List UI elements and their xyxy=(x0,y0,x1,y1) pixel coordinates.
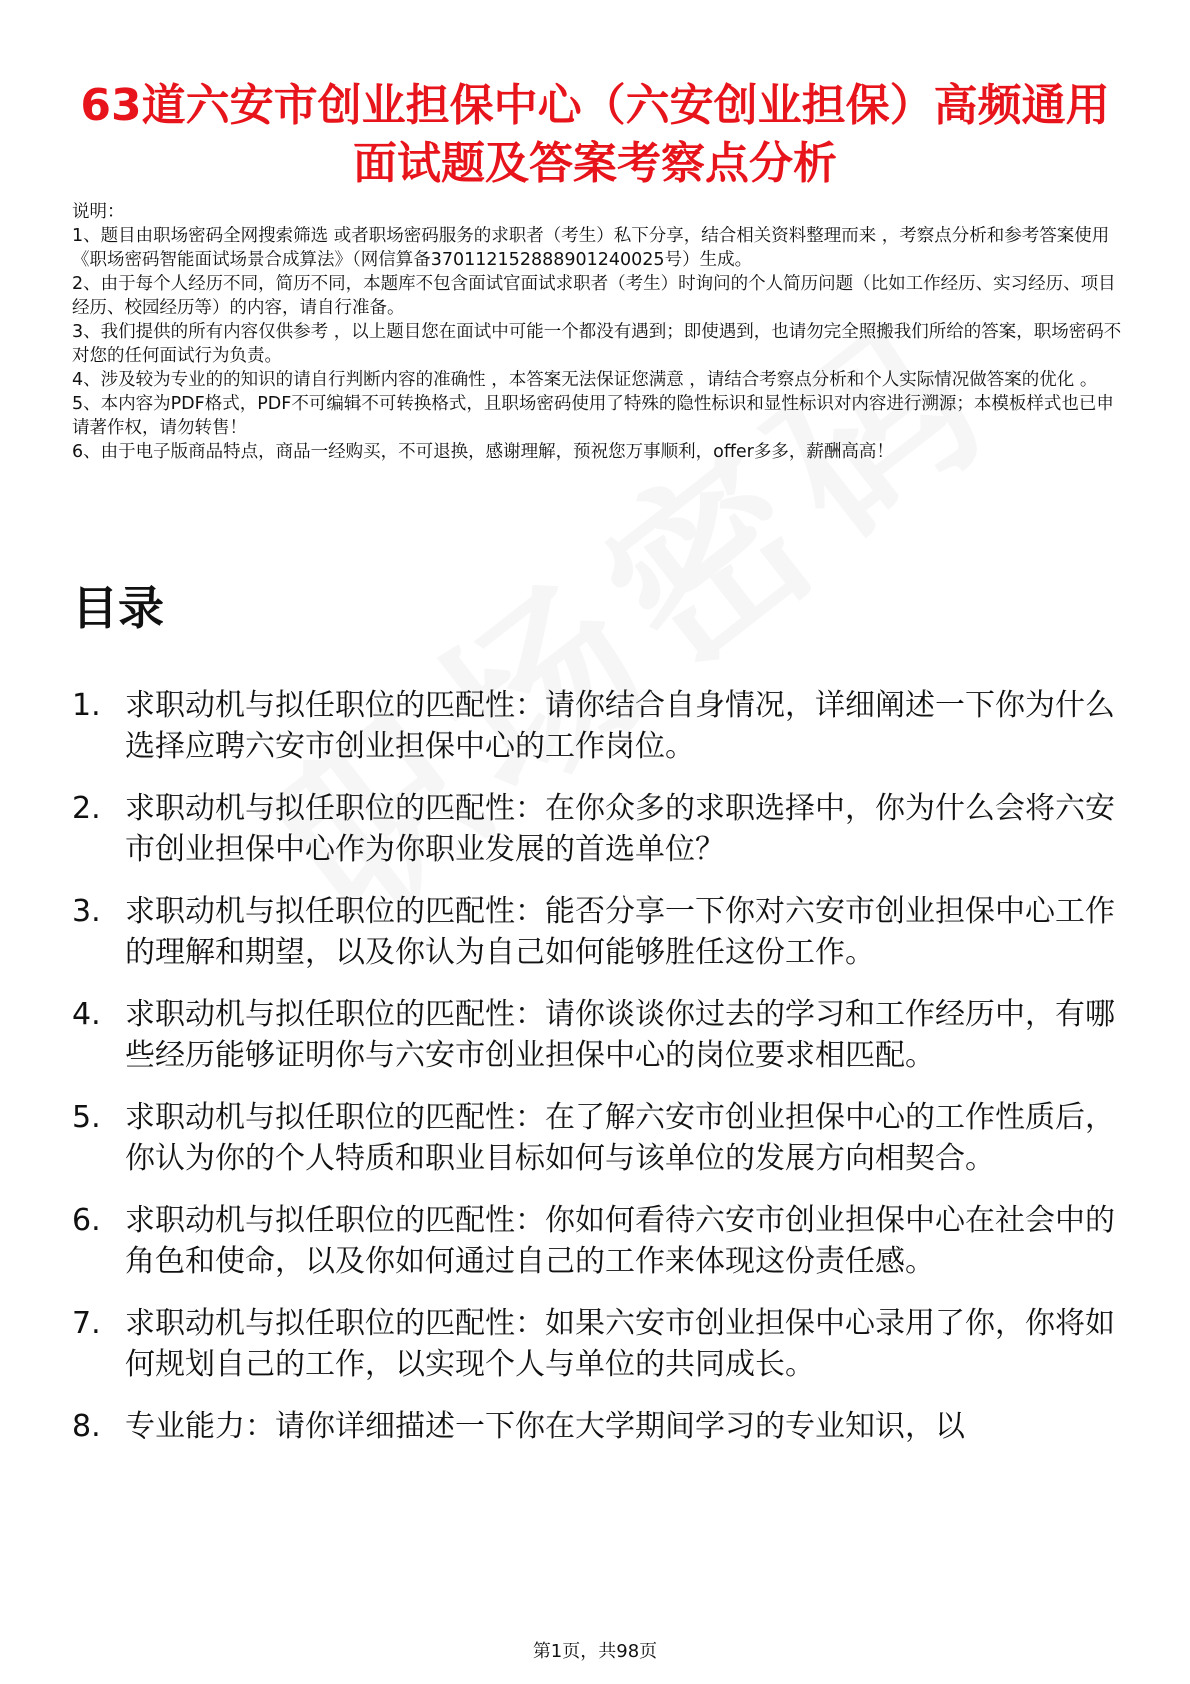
toc-item-number: 6. xyxy=(72,1203,101,1238)
note-item: 5、本内容为PDF格式，PDF不可编辑不可转换格式，且职场密码使用了特殊的隐性标识和显性标识对内容进行溯源；本模板样式也已申请著作权，请勿转售！ xyxy=(72,394,1114,438)
toc-item-number: 1. xyxy=(72,688,101,723)
toc-item-text[interactable]: 专业能力：请你详细描述一下你在大学期间学习的专业知识，以 xyxy=(125,1409,965,1444)
document-title: 63道六安市创业担保中心（六安创业担保）高频通用面试题及答案考察点分析 xyxy=(80,80,1110,190)
toc-item-text[interactable]: 求职动机与拟任职位的匹配性：请你结合自身情况，详细阐述一下你为什么选择应聘六安市创业担保中心的工作岗位。 xyxy=(125,688,1115,764)
toc-item[interactable] xyxy=(72,685,1122,767)
note-item: 6、由于电子版商品特点，商品一经购买，不可退换，感谢理解，预祝您万事顺利，offer多多，薪酬高高！ xyxy=(72,442,894,462)
toc-heading: 目录 xyxy=(72,581,164,635)
toc-item-number: 7. xyxy=(72,1306,101,1341)
toc-item-number: 3. xyxy=(72,894,101,929)
toc-item[interactable] xyxy=(72,891,1122,973)
toc-item[interactable] xyxy=(72,1200,1122,1282)
toc-item[interactable] xyxy=(72,1406,1122,1447)
toc-item-text[interactable]: 求职动机与拟任职位的匹配性：在了解六安市创业担保中心的工作性质后，你认为你的个人特质和职业目标如何与该单位的发展方向相契合。 xyxy=(125,1100,1115,1176)
toc-item[interactable] xyxy=(72,1097,1122,1179)
toc-item-number: 2. xyxy=(72,791,101,826)
toc-item-number: 5. xyxy=(72,1100,101,1135)
note-item: 4、涉及较为专业的的知识的请自行判断内容的准确性 ，本答案无法保证您满意 ，请结合考察点分析和个人实际情况做答案的优化 。 xyxy=(72,370,1098,390)
toc-item-number: 8. xyxy=(72,1409,101,1444)
toc-list xyxy=(72,685,1122,1468)
toc-item[interactable] xyxy=(72,788,1122,870)
toc-item-text[interactable]: 求职动机与拟任职位的匹配性：如果六安市创业担保中心录用了你，你将如何规划自己的工作，以实现个人与单位的共同成长。 xyxy=(125,1306,1115,1382)
page-footer: 第1页，共98页 xyxy=(532,1641,658,1662)
notes-section xyxy=(72,200,1122,464)
toc-item-text[interactable]: 求职动机与拟任职位的匹配性：请你谈谈你过去的学习和工作经历中，有哪些经历能够证明你与六安市创业担保中心的岗位要求相匹配。 xyxy=(125,997,1115,1073)
note-item: 2、由于每个人经历不同，简历不同，本题库不包含面试官面试求职者（考生）时询问的个人简历问题（比如工作经历、实习经历、项目经历、校园经历等）的内容，请自行准备。 xyxy=(72,274,1116,318)
toc-item[interactable] xyxy=(72,994,1122,1076)
toc-item[interactable] xyxy=(72,1303,1122,1385)
toc-item-text[interactable]: 求职动机与拟任职位的匹配性：能否分享一下你对六安市创业担保中心工作的理解和期望，以及你认为自己如何能够胜任这份工作。 xyxy=(125,894,1115,970)
toc-item-number: 4. xyxy=(72,997,101,1032)
toc-item-text[interactable]: 求职动机与拟任职位的匹配性：在你众多的求职选择中，你为什么会将六安市创业担保中心作为你职业发展的首选单位？ xyxy=(125,791,1115,867)
note-item: 1、题目由职场密码全网搜索筛选 或者职场密码服务的求职者（考生）私下分享，结合相关资料整理而来 ，考察点分析和参考答案使用《职场密码智能面试场景合成算法》（网信算备370112152888901240025号）生成。 xyxy=(72,226,1110,270)
notes-heading: 说明： xyxy=(72,202,125,222)
note-item: 3、我们提供的所有内容仅供参考 ，以上题目您在面试中可能一个都没有遇到；即使遇到，也请勿完全照搬我们所给的答案，职场密码不对您的任何面试行为负责。 xyxy=(72,322,1122,366)
toc-item-text[interactable]: 求职动机与拟任职位的匹配性：你如何看待六安市创业担保中心在社会中的角色和使命，以及你如何通过自己的工作来体现这份责任感。 xyxy=(125,1203,1115,1279)
